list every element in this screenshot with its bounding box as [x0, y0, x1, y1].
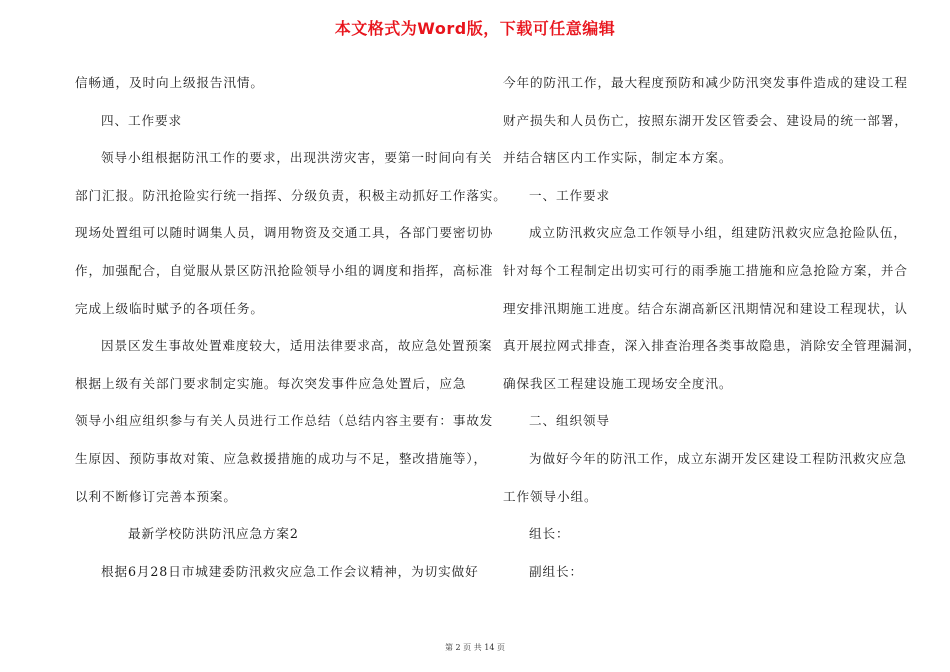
paragraph-line: 作，加强配合，自觉服从景区防汛抢险领导小组的调度和指挥，高标准	[75, 262, 494, 278]
left-column	[75, 64, 507, 590]
paragraph-line: 为做好今年的防汛工作，成立东湖开发区建设工程防汛救灾应急	[529, 450, 907, 466]
role-label-leader: 组长：	[529, 526, 570, 542]
paragraph-line: 根据6月28日市城建委防汛救灾应急工作会议精神，为切实做好	[101, 563, 479, 579]
paragraph-line: 以利不断修订完善本预案。	[75, 488, 237, 504]
paragraph-line: 领导小组根据防汛工作的要求，出现洪涝灾害，要第一时间向有关	[101, 150, 493, 166]
paragraph-line: 部门汇报。防汛抢险实行统一指挥、分级负责，积极主动抓好工作落实。	[75, 187, 507, 203]
section-heading: 四、工作要求	[101, 112, 182, 128]
paragraph-line: 并结合辖区内工作实际，制定本方案。	[503, 150, 733, 166]
paragraph-line: 信畅通，及时向上级报告汛情。	[75, 75, 264, 90]
paragraph-line: 成立防汛救灾应急工作领导小组，组建防汛救灾应急抢险队伍，	[529, 225, 907, 241]
section-title: 最新学校防洪防汛应急方案2	[128, 526, 299, 542]
right-column	[503, 64, 922, 590]
paragraph-line: 确保我区工程建设施工现场安全度汛。	[503, 375, 733, 391]
document-banner: 本文格式为Word版，下载可任意编辑	[334, 19, 616, 38]
paragraph-line: 生原因、预防事故对策、应急救援措施的成功与不足，整改措施等），	[75, 450, 488, 466]
role-label-deputy: 副组长：	[529, 563, 583, 579]
paragraph-line: 根据上级有关部门要求制定实施。每次突发事件应急处置后，应急	[75, 375, 467, 391]
paragraph-line: 理安排汛期施工进度。结合东湖高新区汛期情况和建设工程现状，认	[503, 300, 908, 316]
paragraph-line: 财产损失和人员伤亡，按照东湖开发区管委会、建设局的统一部署，	[503, 112, 908, 128]
paragraph-line: 真开展拉网式排查，深入排查治理各类事故隐患，消除安全管理漏洞，	[503, 338, 922, 354]
paragraph-line: 现场处置组可以随时调集人员，调用物资及交通工具，各部门要密切协	[75, 225, 494, 241]
page-number: 第 2 页 共 14 页	[445, 643, 505, 652]
paragraph-line: 工作领导小组。	[503, 488, 598, 504]
section-heading: 二、组织领导	[529, 413, 610, 429]
paragraph-line: 针对每个工程制定出切实可行的雨季施工措施和应急抢险方案，并合	[503, 262, 908, 278]
paragraph-line: 完成上级临时赋予的各项任务。	[75, 300, 264, 316]
paragraph-line: 今年的防汛工作，最大程度预防和减少防汛突发事件造成的建设工程	[503, 75, 908, 90]
paragraph-line: 因景区发生事故处置难度较大，适用法律要求高，故应急处置预案	[101, 338, 493, 354]
paragraph-line: 领导小组应组织参与有关人员进行工作总结（总结内容主要有：事故发	[75, 413, 494, 429]
section-heading: 一、工作要求	[529, 187, 610, 203]
